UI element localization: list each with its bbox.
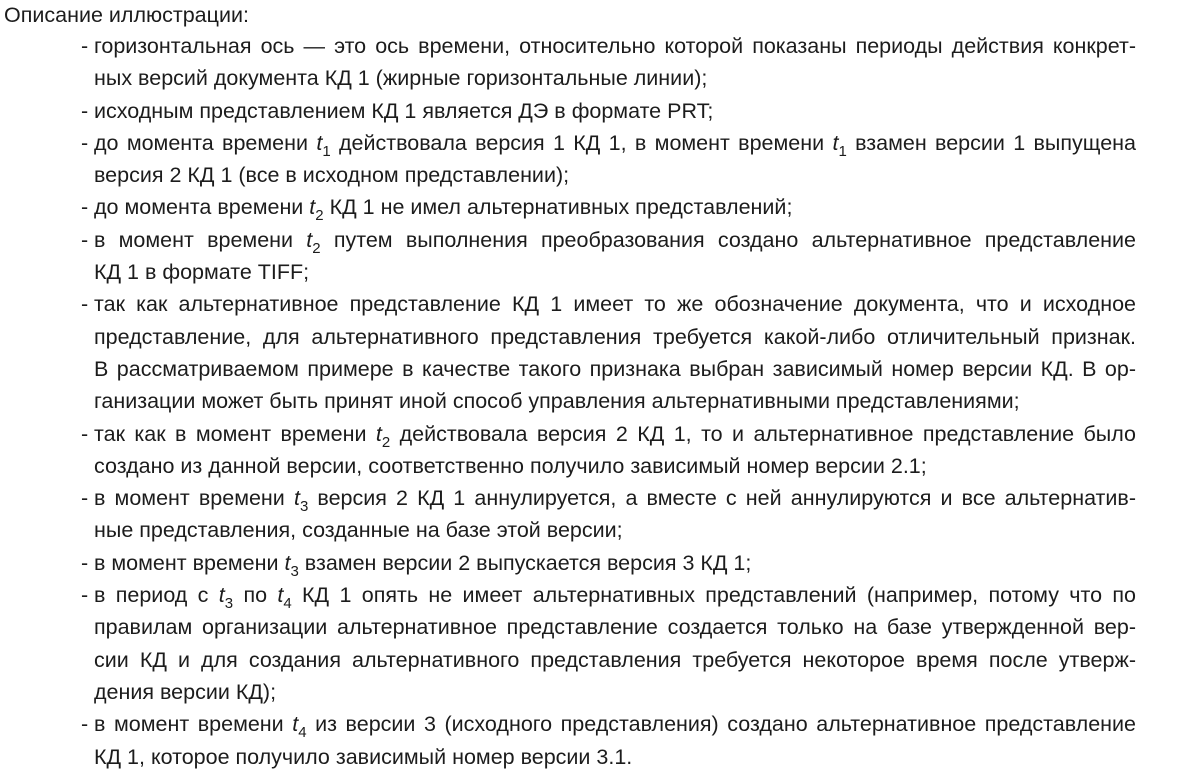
list-item [0, 127, 1200, 192]
item-text-line [94, 159, 1136, 191]
bullet-list [0, 30, 1200, 773]
item-text-line [94, 514, 1136, 546]
text-run: из версии 3 (исходного представления) создано альтернативное представление [306, 712, 1136, 737]
list-item [0, 224, 1200, 289]
item-text-line [94, 644, 1136, 676]
item-text-line [94, 741, 1136, 773]
list-item [0, 191, 1200, 223]
list-item [0, 708, 1200, 773]
list-dash: - [81, 227, 89, 252]
text-run: горизонтальная ось — это ось времени, относительно которой показаны периоды действия конкрет- [94, 34, 1136, 58]
list-item [0, 579, 1200, 708]
section-heading: Описание иллюстрации: [4, 3, 249, 27]
time-subscript: 1 [838, 142, 847, 160]
item-text-line [94, 418, 1136, 450]
item-text-line [94, 30, 1136, 62]
text-run: так как в момент времени [94, 421, 376, 446]
text-run: версия 2 КД 1 аннулируется, а вместе с ней аннулируются и все альтернатив- [308, 486, 1136, 511]
list-item [0, 95, 1200, 127]
item-text-line [94, 708, 1136, 740]
text-run: в момент времени [94, 227, 307, 252]
item-text-line [94, 288, 1136, 320]
time-subscript: 3 [224, 595, 234, 613]
time-subscript: 4 [283, 595, 292, 613]
item-text-line [94, 191, 1136, 223]
item-text-line [94, 611, 1136, 643]
list-dash: - [81, 486, 89, 511]
text-run: сии КД и для создания альтернативного представления требуется некоторое время после утверж- [94, 647, 1136, 672]
text-run: путем выполнения преобразования создано альтернативное представление [320, 227, 1136, 252]
item-text-line [94, 127, 1136, 159]
text-run: КД 1 в формате TIFF; [94, 260, 310, 285]
time-subscript: 3 [290, 562, 299, 580]
item-text-line [94, 224, 1136, 256]
text-run: дения версии КД); [94, 679, 277, 704]
text-run: создано из данной версии, соответственно получило зависимый номер версии 2.1; [94, 453, 927, 478]
text-run: ганизации может быть принят иной способ управления альтернативными представлениями; [94, 389, 1020, 414]
text-run: исходным представлением КД 1 является ДЭ в формате PRT; [94, 98, 714, 123]
list-dash: - [81, 421, 89, 446]
list-item [0, 30, 1200, 95]
text-run: В рассматриваемом примере в качестве такого признака выбран зависимый номер версии КД. В ор- [94, 356, 1136, 381]
time-variable: t [277, 583, 284, 608]
text-run: действовала версия 1 КД 1, в момент времени [330, 130, 833, 155]
time-variable: t [284, 550, 291, 575]
text-run: ных версий документа КД 1 (жирные горизонтальные линии); [94, 66, 708, 91]
item-text-line [94, 482, 1136, 514]
time-variable: t [375, 421, 382, 446]
list-dash: - [81, 98, 89, 123]
list-dash: - [81, 712, 89, 737]
item-text-line [94, 385, 1136, 417]
text-run: ные представления, созданные на базе этой версии; [94, 518, 623, 543]
time-subscript: 2 [315, 207, 324, 225]
text-run: по [233, 583, 278, 608]
time-subscript: 4 [298, 724, 307, 742]
text-run: правилам организации альтернативное представление создается только на базе утвержденной вер- [94, 615, 1136, 640]
item-text-line [94, 256, 1136, 288]
text-run: до момента времени [94, 130, 317, 155]
item-text-line [94, 95, 1136, 127]
item-text-line [94, 547, 1136, 579]
time-subscript: 2 [312, 239, 321, 257]
list-item [0, 482, 1200, 547]
list-dash: - [81, 583, 89, 608]
text-run: действовала версия 2 КД 1, то и альтернативное представление было [390, 421, 1136, 446]
item-text-line [94, 62, 1136, 94]
text-run: до момента времени [94, 195, 310, 220]
time-variable: t [309, 195, 316, 220]
text-run: в момент времени [94, 486, 294, 511]
text-run: в момент времени [94, 550, 285, 575]
list-dash: - [81, 34, 89, 58]
text-run: взамен версии 1 выпущена [846, 130, 1137, 155]
list-dash: - [81, 550, 89, 575]
item-text-line [94, 353, 1136, 385]
list-dash: - [81, 195, 89, 220]
text-run: так как альтернативное представление КД 1 имеет то же обозначение документа, что и исходное [94, 292, 1136, 317]
time-variable: t [832, 130, 839, 155]
item-text-line [94, 321, 1136, 353]
time-subscript: 2 [381, 433, 391, 451]
text-run: версия 2 КД 1 (все в исходном представлении); [94, 163, 570, 188]
text-run: КД 1 не имел альтернативных представлений; [323, 195, 793, 220]
time-subscript: 3 [299, 498, 309, 516]
time-variable: t [316, 130, 323, 155]
time-variable: t [218, 583, 225, 608]
list-item [0, 547, 1200, 579]
text-run: представление, для альтернативного представления требуется какой-либо отличительный признак. [94, 324, 1136, 349]
time-variable: t [293, 486, 300, 511]
item-text-line [94, 579, 1136, 611]
text-run: КД 1, которое получило зависимый номер версии 3.1. [94, 744, 633, 769]
text-run: в период с [94, 583, 219, 608]
time-variable: t [292, 712, 299, 737]
list-dash: - [81, 292, 89, 317]
list-item [0, 288, 1200, 417]
time-variable: t [306, 227, 313, 252]
item-text-line [94, 676, 1136, 708]
text-run: в момент времени [94, 712, 293, 737]
text-run: взамен версии 2 выпускается версия 3 КД 1; [298, 550, 752, 575]
text-run: КД 1 опять не имеет альтернативных представлений (например, потому что по [291, 583, 1136, 608]
item-text-line [94, 450, 1136, 482]
list-item [0, 418, 1200, 483]
list-dash: - [81, 130, 89, 155]
time-subscript: 1 [322, 142, 331, 160]
